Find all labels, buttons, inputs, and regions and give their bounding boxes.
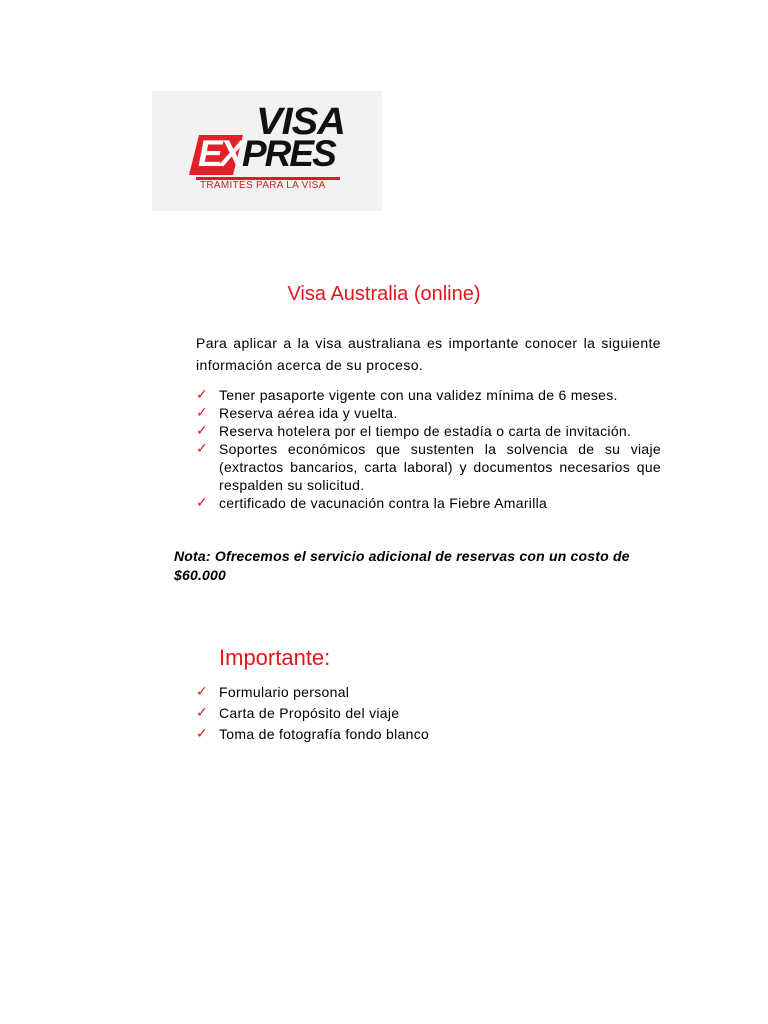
- important-item-text: Carta de Propósito del viaje: [219, 705, 400, 721]
- check-icon: ✓: [196, 387, 209, 403]
- important-item-text: Toma de fotografía fondo blanco: [219, 726, 430, 742]
- check-icon: ✓: [196, 726, 209, 742]
- check-icon: ✓: [196, 405, 209, 421]
- list-item: [194, 682, 654, 703]
- note-paragraph: Nota: Ofrecemos el servicio adicional de reservas con un costo de $60.000: [174, 548, 630, 583]
- requirement-text: Reserva aérea ida y vuelta.: [219, 405, 398, 421]
- check-icon: ✓: [196, 684, 209, 700]
- logo-pres-text: PRES: [242, 133, 335, 174]
- intro-paragraph: Para aplicar a la visa australiana es importante conocer la siguiente información acerca de su proceso.: [196, 335, 661, 373]
- requirement-text: Tener pasaporte vigente con una validez mínima de 6 meses.: [219, 387, 618, 403]
- requirements-list: [194, 386, 661, 512]
- list-item: [194, 440, 661, 494]
- check-icon: ✓: [196, 495, 209, 511]
- list-item: [194, 422, 661, 440]
- list-item: [194, 404, 661, 422]
- logo-ex-text: EX: [198, 133, 242, 174]
- important-heading: Importante:: [219, 645, 331, 670]
- list-item: [194, 386, 661, 404]
- important-list: [194, 682, 654, 745]
- list-item: [194, 703, 654, 724]
- logo-tagline: TRAMITES PARA LA VISA: [200, 180, 326, 191]
- page-title: Visa Australia (online): [287, 283, 481, 305]
- check-icon: ✓: [196, 705, 209, 721]
- list-item: [194, 724, 654, 745]
- requirement-text: Soportes económicos que sustenten la solvencia de su viaje (extractos bancarios, carta laboral) y documentos necesarios que respalden su solicitud.: [219, 441, 661, 493]
- requirement-text: certificado de vacunación contra la Fiebre Amarilla: [219, 495, 548, 511]
- visa-expres-logo: [152, 91, 382, 211]
- check-icon: ✓: [196, 441, 209, 457]
- requirement-text: Reserva hotelera por el tiempo de estadía o carta de invitación.: [219, 423, 632, 439]
- important-item-text: Formulario personal: [219, 684, 350, 700]
- list-item: [194, 494, 661, 512]
- check-icon: ✓: [196, 423, 209, 439]
- logo-visa-text: VISA: [256, 101, 345, 143]
